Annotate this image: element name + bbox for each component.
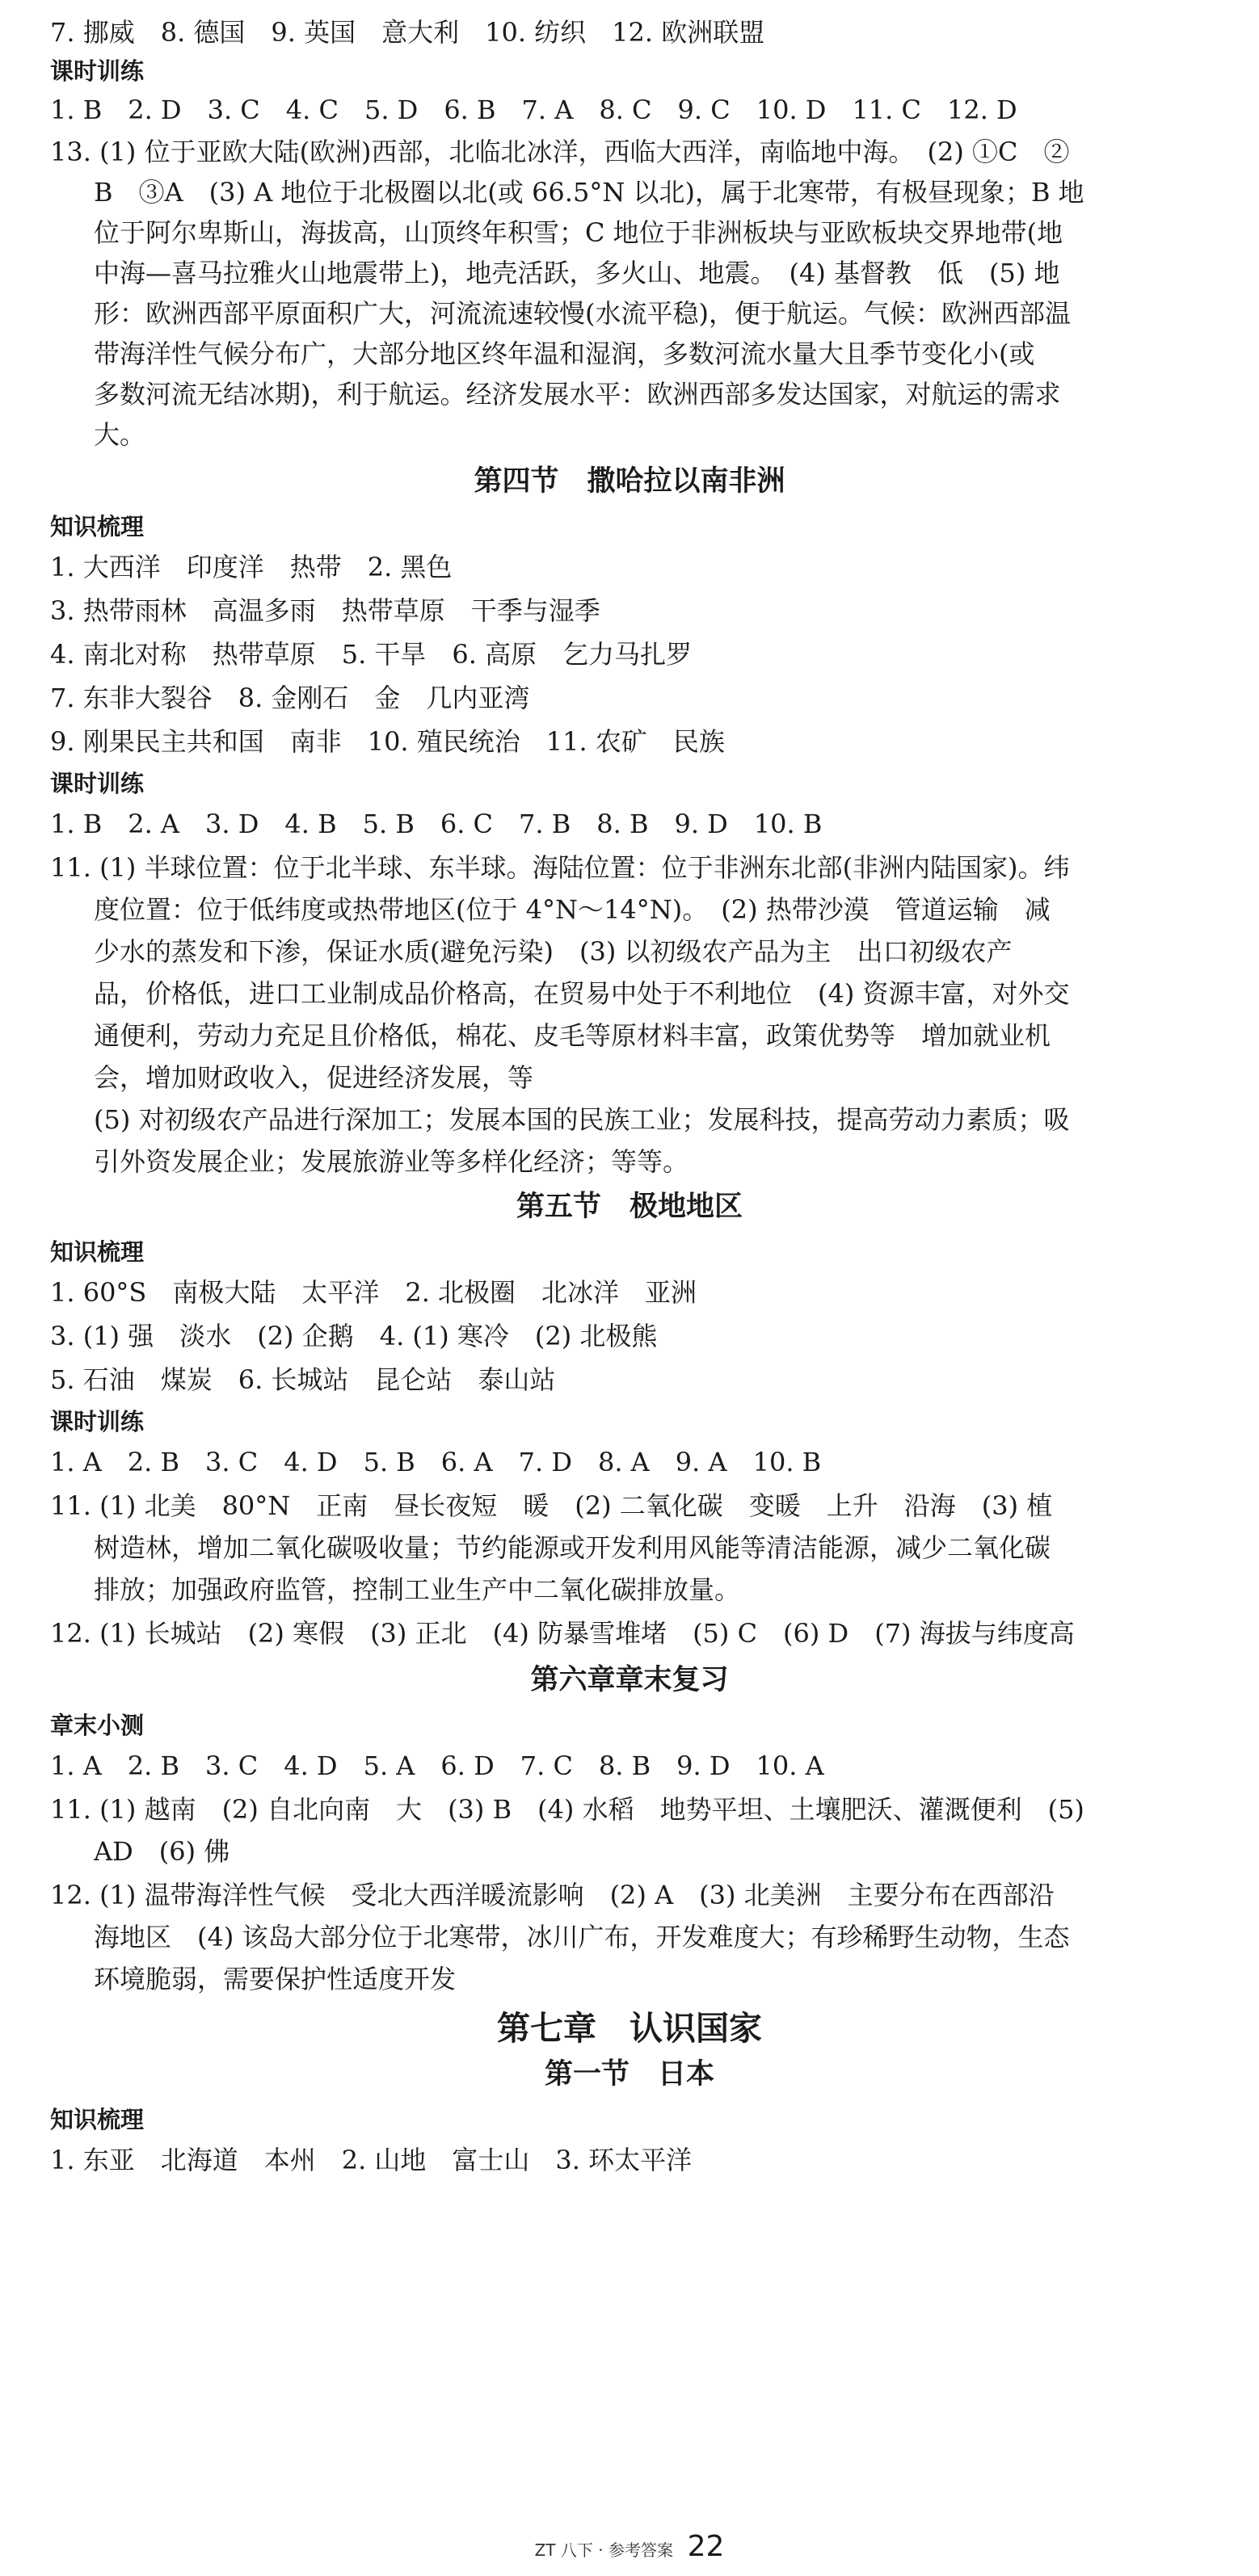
answer-line: 多数河流无结冰期)，利于航运。经济发展水平：欧洲西部多发达国家，对航运的需求 (94, 379, 1061, 410)
answer-line: 4. 南北对称 热带草原 5. 干旱 6. 高原 乞力马扎罗 (50, 639, 693, 670)
answer-line: 3. 热带雨林 高温多雨 热带草原 干季与湿季 (50, 595, 600, 626)
page-number: 22 (687, 2530, 725, 2563)
answer-line: 12. (1) 温带海洋性气候 受北大西洋暖流影响 (2) A (3) 北美洲 主要分布在西部沿 (50, 1880, 1055, 1910)
section-title: 第五节 极地地区 (516, 1191, 743, 1223)
answer-line: 11. (1) 半球位置：位于北半球、东半球。海陆位置：位于非洲东北部(非洲内陆国家)。纬 (50, 852, 1070, 883)
answer-line: 海地区 (4) 该岛大部分位于北寒带，冰川广布，开发难度大；有珍稀野生动物，生态 (94, 1922, 1070, 1952)
answer-line: 会，增加财政收入，促进经济发展，等 (94, 1062, 534, 1093)
section-title: 第四节 撒哈拉以南非洲 (474, 465, 785, 498)
footer-label: ZT 八下 · 参考答案 (534, 2540, 673, 2560)
answer-line: 环境脆弱，需要保护性适度开发 (94, 1964, 457, 1994)
answer-line: 5. 石油 煤炭 6. 长城站 昆仑站 泰山站 (50, 1364, 556, 1395)
answer-line: 7. 挪威 8. 德国 9. 英国 意大利 10. 纺织 12. 欧洲联盟 (50, 17, 765, 48)
answer-line: 12. (1) 长城站 (2) 寒假 (3) 正北 (4) 防暴雪堆堵 (5) C (6) D (7) 海拔与纬度高 (50, 1618, 1075, 1649)
answer-line: 7. 东非大裂谷 8. 金刚石 金 几内亚湾 (50, 683, 530, 713)
answer-line: 1. A 2. B 3. C 4. D 5. A 6. D 7. C 8. B 9. D 10. A (50, 1750, 824, 1781)
section-title: 第一节 日本 (544, 2058, 714, 2091)
answer-line: 树造林，增加二氧化碳吸收量；节约能源或开发利用风能等清洁能源，减少二氧化碳 (94, 1532, 1051, 1563)
subsection-label: 课时训练 (50, 1408, 145, 1435)
answer-line: 3. (1) 强 淡水 (2) 企鹅 4. (1) 寒冷 (2) 北极熊 (50, 1321, 658, 1351)
answer-line: 带海洋性气候分布广，大部分地区终年温和湿润，多数河流水量大且季节变化小(或 (94, 338, 1035, 369)
answer-line: 9. 刚果民主共和国 南非 10. 殖民统治 11. 农矿 民族 (50, 726, 725, 757)
answer-line: 度位置：位于低纬度或热带地区(位于 4°N～14°N)。 (2) 热带沙漠 管道运输 减 (94, 894, 1051, 925)
answer-line: 1. B 2. D 3. C 4. C 5. D 6. B 7. A 8. C 9. C 10. D 11. C 12. D (50, 95, 1017, 125)
answer-line: 1. A 2. B 3. C 4. D 5. B 6. A 7. D 8. A 9. A 10. B (50, 1447, 822, 1477)
answer-line: 通便利，劳动力充足且价格低，棉花、皮毛等原材料丰富，政策优势等 增加就业机 (94, 1020, 1051, 1051)
answer-line: 11. (1) 北美 80°N 正南 昼长夜短 暖 (2) 二氧化碳 变暖 上升 沿海 (3) 植 (50, 1490, 1053, 1521)
subsection-label: 课时训练 (50, 57, 145, 85)
subsection-label: 知识梳理 (50, 1238, 145, 1266)
chapter-title: 第七章 认识国家 (497, 2009, 762, 2048)
subsection-label: 章末小测 (50, 1712, 145, 1739)
answer-line: 13. (1) 位于亚欧大陆(欧洲)西部，北临北冰洋，西临大西洋，南临地中海。 (2) ①C ② (50, 137, 1070, 167)
page-footer (0, 2532, 1259, 2565)
answer-line: 品，价格低，进口工业制成品价格高，在贸易中处于不利地位 (4) 资源丰富，对外交 (94, 978, 1070, 1009)
answer-line: 大。 (94, 419, 146, 450)
answer-line: 位于阿尔卑斯山，海拔高，山顶终年积雪；C 地位于非洲板块与亚欧板块交界地带(地 (94, 217, 1063, 248)
answer-line: 11. (1) 越南 (2) 自北向南 大 (3) B (4) 水稻 地势平坦、土壤肥沃、灌溉便利 (5) (50, 1794, 1084, 1825)
section-title: 第六章章末复习 (530, 1664, 729, 1696)
answer-line: 1. 大西洋 印度洋 热带 2. 黑色 (50, 552, 453, 582)
subsection-label: 课时训练 (50, 770, 145, 797)
answer-line: 1. 东亚 北海道 本州 2. 山地 富士山 3. 环太平洋 (50, 2145, 693, 2175)
answer-line: 少水的蒸发和下渗，保证水质(避免污染) (3) 以初级农产品为主 出口初级农产 (94, 936, 1013, 967)
answer-line: B ③A (3) A 地位于北极圈以北(或 66.5°N 以北)，属于北寒带，有极昼现象；B 地 (94, 177, 1084, 208)
subsection-label: 知识梳理 (50, 2106, 145, 2133)
answer-line: 中海—喜马拉雅火山地震带上)，地壳活跃，多火山、地震。 (4) 基督教 低 (5) 地 (94, 258, 1060, 288)
answer-line: 排放；加强政府监管，控制工业生产中二氧化碳排放量。 (94, 1574, 741, 1605)
answer-line: 形：欧洲西部平原面积广大，河流流速较慢(水流平稳)，便于航运。气候：欧洲西部温 (94, 298, 1071, 329)
answer-line: AD (6) 佛 (94, 1836, 230, 1867)
answer-line: (5) 对初级农产品进行深加工；发展本国的民族工业；发展科技，提高劳动力素质；吸 (94, 1104, 1070, 1135)
answer-line: 引外资发展企业；发展旅游业等多样化经济；等等。 (94, 1146, 689, 1177)
subsection-label: 知识梳理 (50, 513, 145, 540)
answer-line: 1. B 2. A 3. D 4. B 5. B 6. C 7. B 8. B 9. D 10. B (50, 809, 823, 839)
answer-line: 1. 60°S 南极大陆 太平洋 2. 北极圈 北冰洋 亚洲 (50, 1277, 697, 1308)
